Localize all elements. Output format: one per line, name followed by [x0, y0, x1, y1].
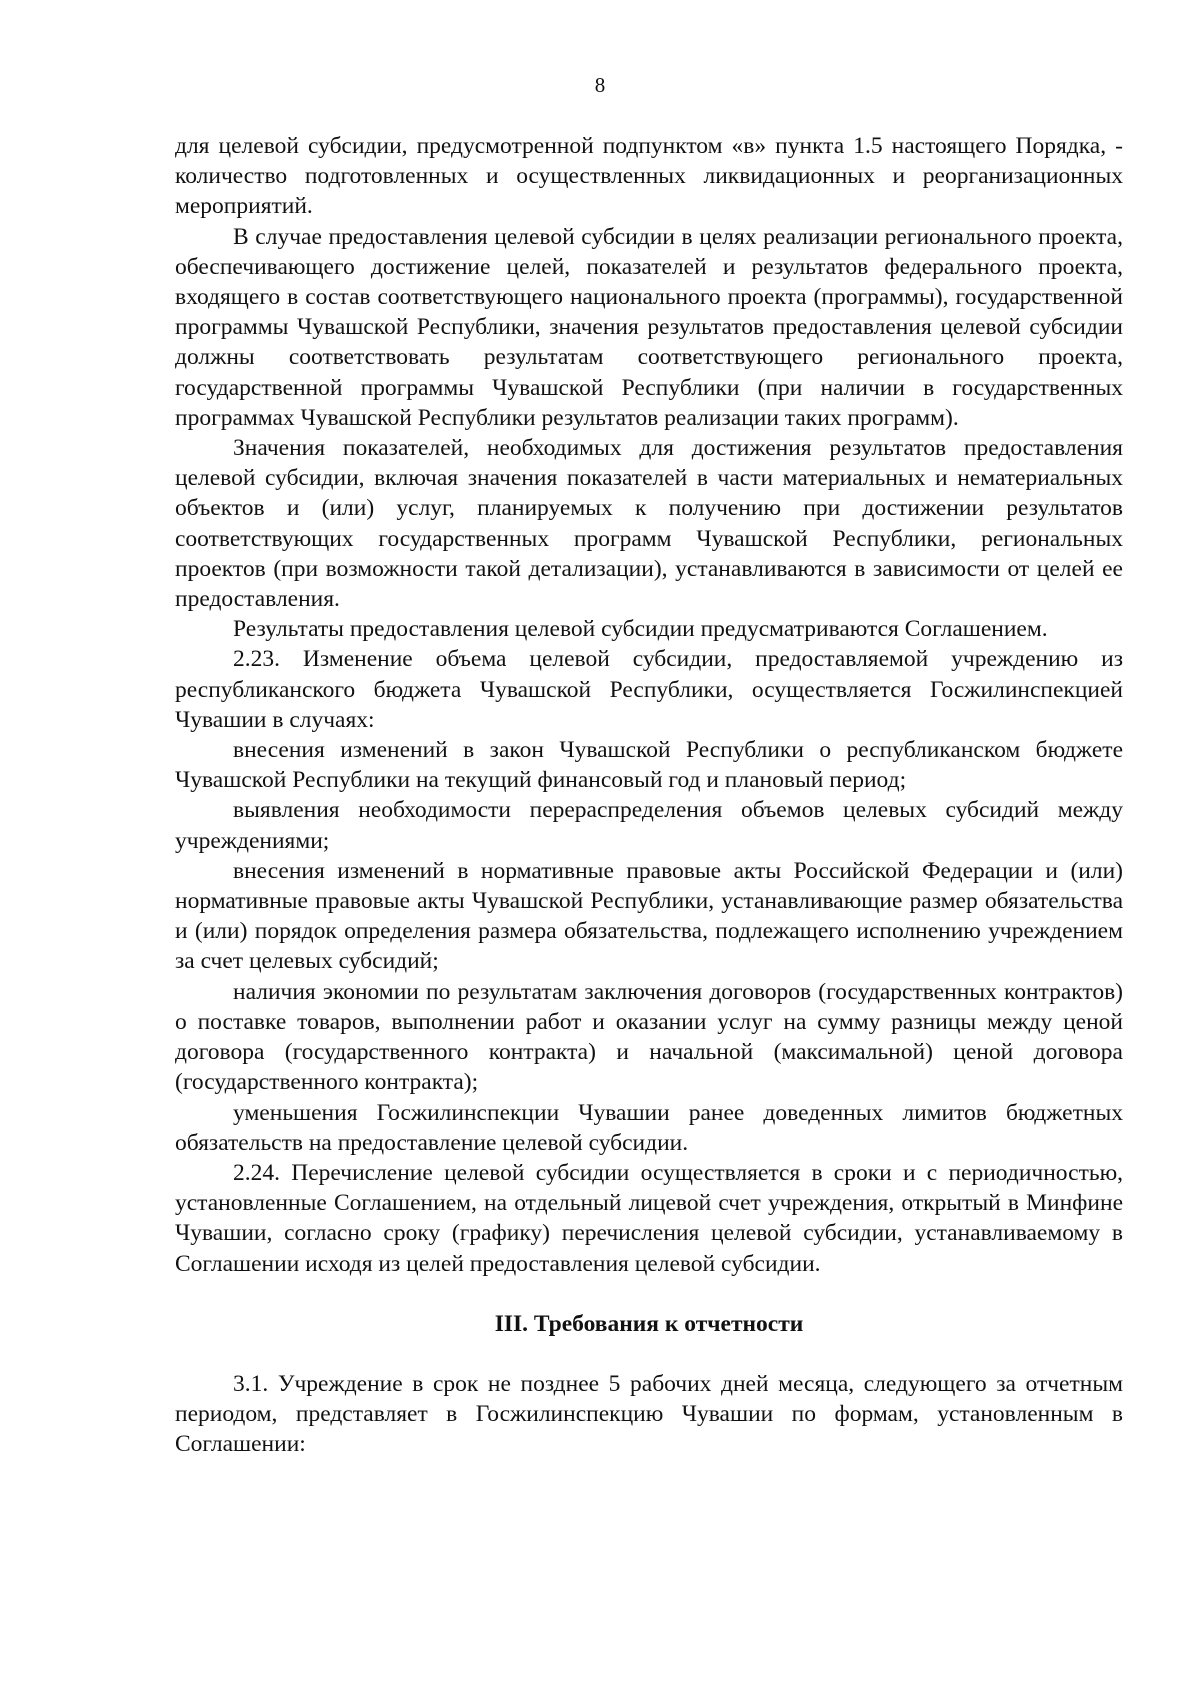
paragraph-2-24: 2.24. Перечисление целевой субсидии осуществляется в сроки и с периодичностью, установленные Соглашением, на отдельный лицевой счет учреждения, открытый в Минфине Чувашии, согласно сроку (графику) перечисления целевой субсидии, устанавливаемому в Соглашении исходя из целей предоставления целевой субсидии. [175, 1159, 1123, 1277]
paragraph-case-savings: наличия экономии по результатам заключения договоров (государственных контрактов) о поставке товаров, выполнении работ и оказании услуг на сумму разницы между ценой договора (государственного контракта) и начальной (максимальной) ценой договора (государственного контракта); [175, 978, 1123, 1096]
paragraph-indicator-values: Значения показателей, необходимых для достижения результатов предоставления целевой субсидии, включая значения показателей в части материальных и нематериальных объектов и (или) услуг, планируемых к получению при достижении результатов соответствующих государственных программ Чувашской Республики, региональных проектов (при возможности такой детализации), устанавливаются в зависимости от целей ее предоставления. [175, 435, 1123, 613]
paragraph-regional-project: В случае предоставления целевой субсидии в целях реализации регионального проекта, обеспечивающего достижение целей, показателей и результатов федерального проекта, входящего в состав соответствующего национального проекта (программы), государственной программы Чувашской Республики, значения результатов предоставления целевой субсидии должны соответствовать результатам соответствующего регионального проекта, государственной программы Чувашской Республики (при наличии в государственных программах Чувашской Республики результатов реализации таких программ). [175, 223, 1123, 431]
paragraph-case-limits-reduction: уменьшения Госжилинспекции Чувашии ранее доведенных лимитов бюджетных обязательств на предоставление целевой субсидии. [175, 1099, 1123, 1156]
paragraph-continuation: для целевой субсидии, предусмотренной подпунктом «в» пункта 1.5 настоящего Порядка, - количество подготовленных и осуществленных ликвидационных и реорганизационных мероприятий. [175, 133, 1123, 220]
paragraph-case-redistribution: выявления необходимости перераспределения объемов целевых субсидий между учреждениями; [175, 797, 1123, 854]
paragraph-results-agreement: Результаты предоставления целевой субсидии предусматриваются Соглашением. [233, 616, 1048, 643]
page-number: 8 [594, 73, 606, 97]
paragraph-case-normative-acts: внесения изменений в нормативные правовые акты Российской Федерации и (или) нормативные правовые акты Чувашской Республики, устанавливающие размер обязательства и (или) порядок определения размера обязательства, подлежащего исполнению учреждением за счет целевых субсидий; [175, 857, 1123, 975]
paragraph-3-1: 3.1. Учреждение в срок не позднее 5 рабочих дней месяца, следующего за отчетным периодом, представляет в Госжилинспекцию Чувашии по формам, установленным в Соглашении: [175, 1370, 1123, 1458]
paragraph-case-law-changes: внесения изменений в закон Чувашской Республики о республиканском бюджете Чувашской Республики на текущий финансовый год и плановый период; [175, 737, 1123, 794]
paragraph-2-23: 2.23. Изменение объема целевой субсидии, предоставляемой учреждению из республиканского бюджета Чувашской Республики, осуществляется Госжилинспекцией Чувашии в случаях: [175, 646, 1123, 733]
section-title: III. Требования к отчетности [494, 1310, 804, 1337]
document-body [175, 131, 1123, 1460]
